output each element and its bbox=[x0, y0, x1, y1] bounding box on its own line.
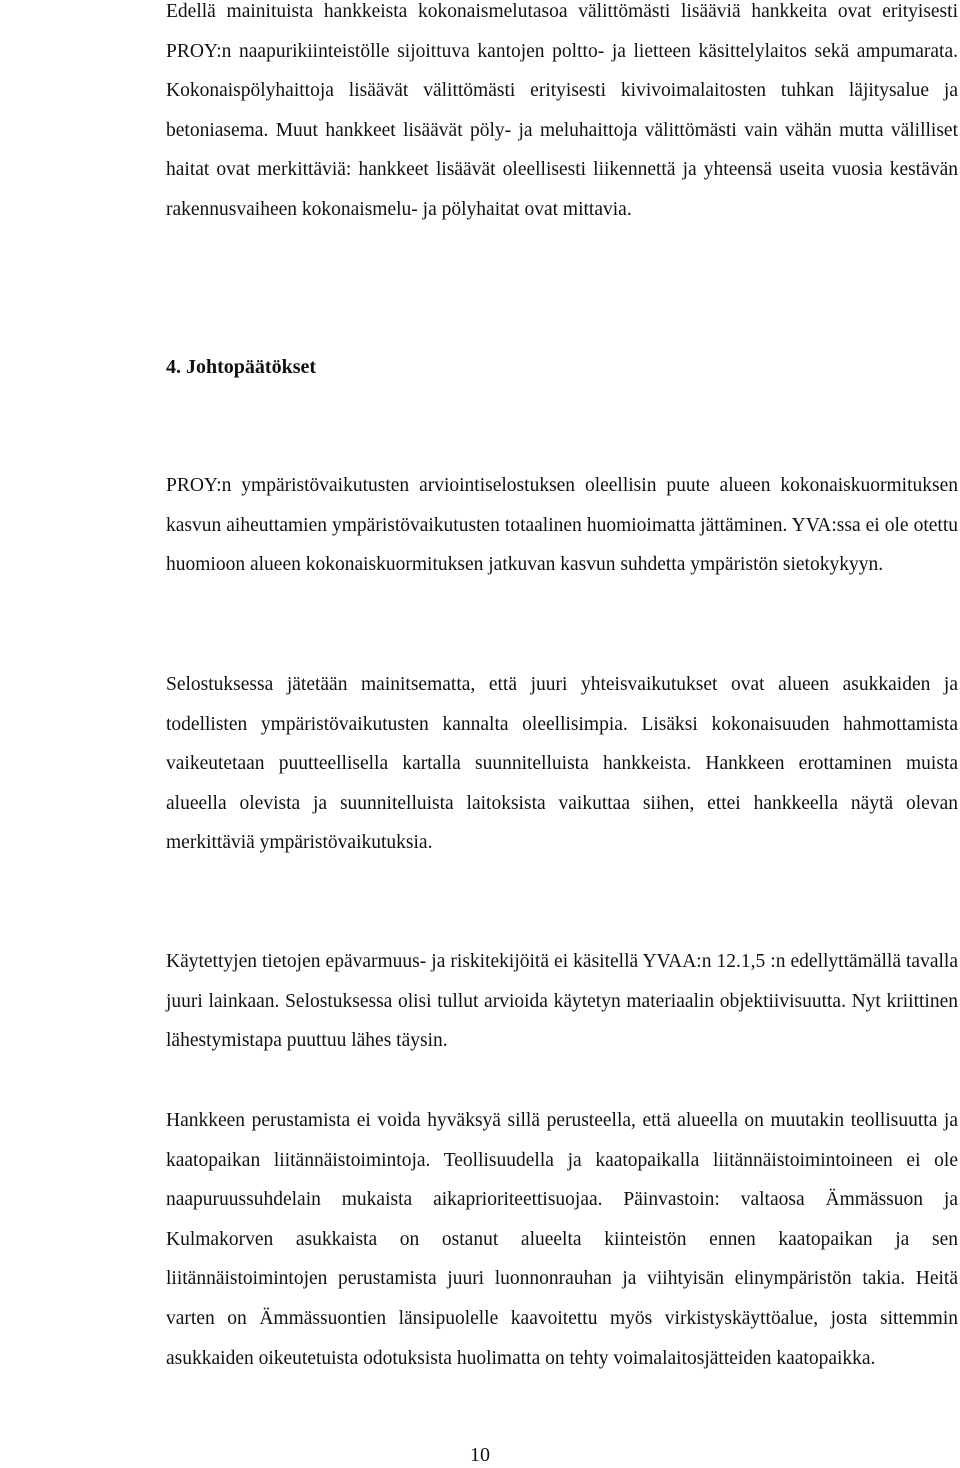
paragraph-combined-effects: Selostuksessa jätetään mainitsematta, että juuri yhteisvaikutukset ovat alueen asukkaiden ja todellisten ympäristövaikutusten kannalta oleellisimpia. Lisäksi kokonaisuuden hahmottamista vaikeutetaan puutteellisella kartalla suunnitelluista hankkeista. Hankkeen erottaminen muista alueella olevista ja suunnitelluista laitoksista vaikuttaa siihen, ettei hankkeella näytä olevan merkittäviä ympäristövaikutuksia. bbox=[166, 674, 958, 854]
paragraph-noise-dust-impacts: Edellä mainituista hankkeista kokonaismelutasoa välittömästi lisääviä hankkeita ovat erityisesti PROY:n naapurikiinteistölle sijoittuva kantojen poltto- ja lietteen käsittelylaitos sekä ampumarata. Kokonaispölyhaittoja lisäävät välittömästi erityisesti kivivoimalaitosten tuhkan läjitysalue ja betoniasema. Muut hankkeet lisäävät pöly- ja meluhaittoja välittömästi vain vähän mutta välilliset haitat ovat merkittäviä: hankkeet lisäävät oleellisesti liikennettä ja yhteensä useita vuosia kestävän rakennusvaiheen kokonaismelu- ja pölyhaitat ovat mittavia. bbox=[166, 1, 958, 220]
paragraph-main-shortcoming: PROY:n ympäristövaikutusten arviointiselostuksen oleellisin puute alueen kokonaiskuormituksen kasvun aiheuttamien ympäristövaikutusten totaalinen huomioimatta jättäminen. YVA:ssa ei ole otettu huomioon alueen kokonaiskuormituksen jatkuvan kasvun suhdetta ympäristön sietokykyyn. bbox=[166, 475, 958, 576]
paragraph-establishment-objection: Hankkeen perustamista ei voida hyväksyä sillä perusteella, että alueella on muutakin teollisuutta ja kaatopaikan liitännäistoimintoja. Teollisuudella ja kaatopaikalla liitännäistoimintoineen ei ole naapuruussuhdelain mukaista aikaprioriteettisuojaa. Päinvastoin: valtaosa Ämmässuon ja Kulmakorven asukkaista on ostanut alueelta kiinteistön ennen kaatopaikan ja sen liitännäistoimintojen perustamista juuri luonnonrauhan ja viihtyisän elinympäristön takia. Heitä varten on Ämmässuontien länsipuolelle kaavoitettu myös virkistyskäyttöalue, josta sittemmin asukkaiden oikeutetuista odotuksista huolimatta on tehty voimalaitosjätteiden kaatopaikka. bbox=[166, 1110, 958, 1369]
page-number: 10 bbox=[470, 1444, 490, 1466]
paragraph-uncertainty-risks: Käytettyjen tietojen epävarmuus- ja riskitekijöitä ei käsitellä YVAA:n 12.1,5 :n edellyttämällä tavalla juuri lainkaan. Selostuksessa olisi tullut arvioida käytetyn materiaalin objektiivisuutta. Nyt kriittinen lähestymistapa puuttuu lähes täysin. bbox=[166, 951, 958, 1052]
section-heading-conclusions: 4. Johtopäätökset bbox=[166, 356, 317, 378]
